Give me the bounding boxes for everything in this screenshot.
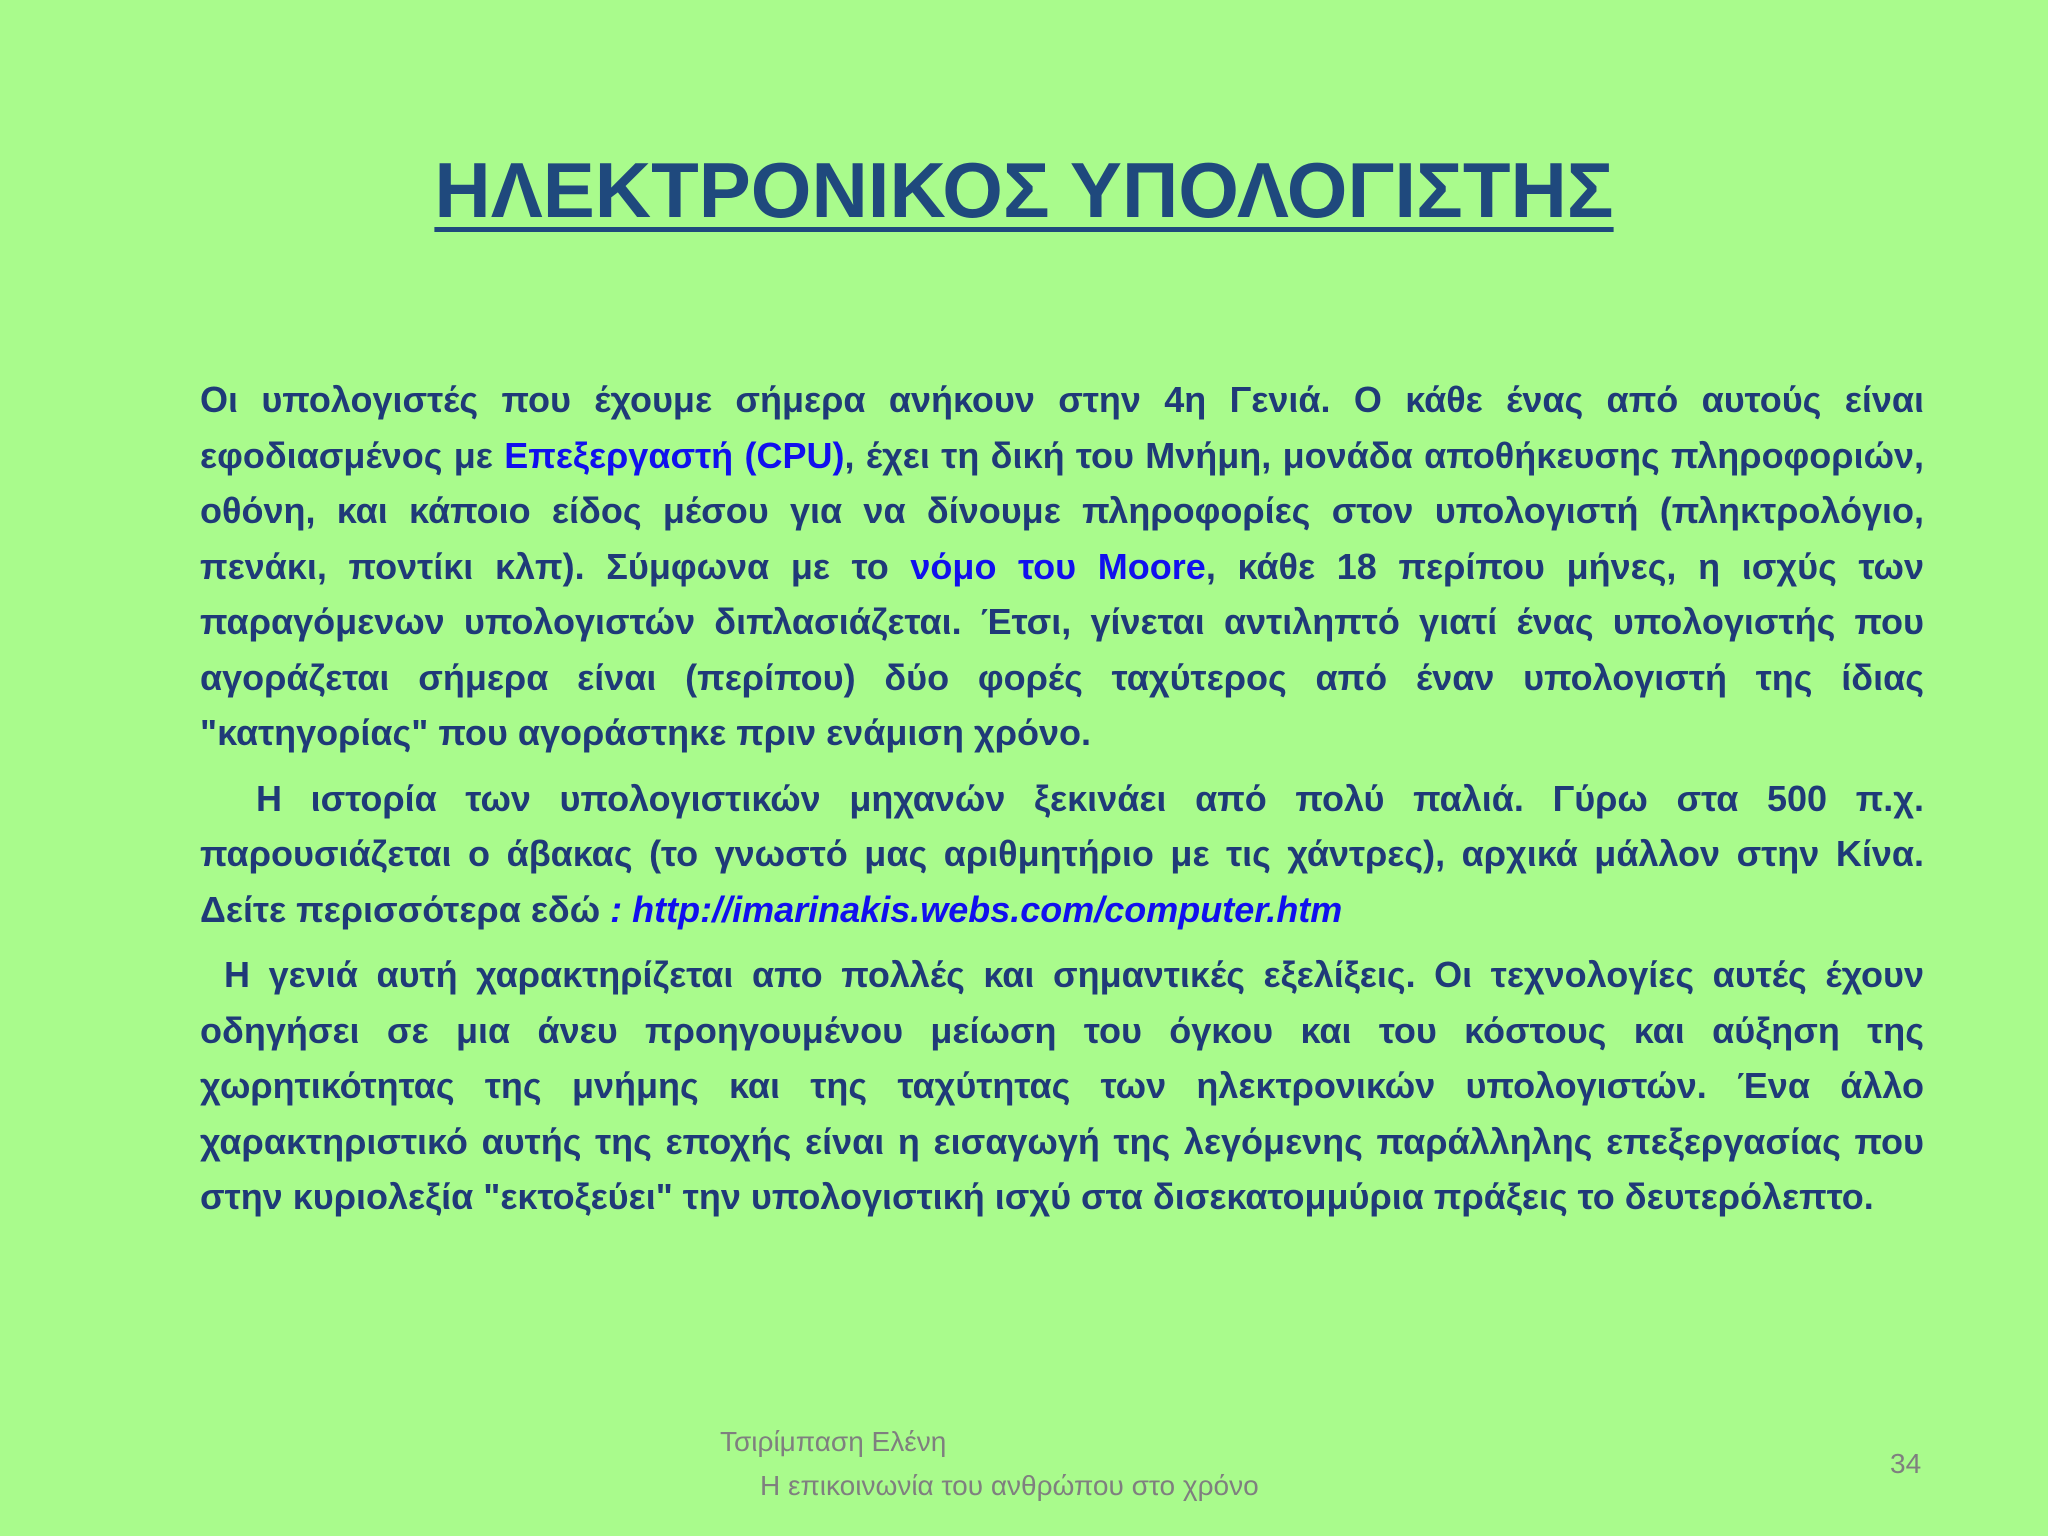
page-number: 34: [1890, 1448, 1922, 1479]
slide-title: [0, 148, 2048, 234]
paragraph-history: [200, 771, 1924, 938]
slide-title-text: ΗΛΕΚΤΡΟΝΙΚΟΣ ΥΠΟΛΟΓΙΣΤΗΣ: [434, 146, 1614, 234]
moore-law-term: νόμο του Moore: [910, 545, 1206, 587]
paragraph-1-text-c: , κάθε 18 περίπου μήνες, η ισχύς των παραγόμενων υπολογιστών διπλασιάζεται. Έτσι, γίνεται αντιληπτό γιατί ένας υπολογιστής που αγοράζεται σήμερα είναι (περίπου) δύο φορές ταχύτερος από έναν υπολογιστή της ίδιας "κατηγορίας" που αγοράστηκε πριν ενάμιση χρόνο.: [200, 545, 1924, 753]
paragraph-3-text: Η γενιά αυτή χαρακτηρίζεται απο πολλές και σημαντικές εξελίξεις. Οι τεχνολογίες αυτές έχουν οδηγήσει σε μια άνευ προηγουμένου μείωση του όγκου και του κόστους και αύξηση της χωρητικότητας της μνήμης και της ταχύτητας των ηλεκτρονικών υπολογιστών. Ένα άλλο χαρακτηριστικό αυτής της εποχής είναι η εισαγωγή της λεγόμενης παράλληλης επεξεργασίας που στην κυριολεξία "εκτοξεύει" την υπολογιστική ισχύ στα δισεκατομμύρια πράξεις το δευτερόλεπτο.: [200, 954, 1924, 1217]
paragraph-1-text-b: , έχει τη δική του Μνήμη, μονάδα αποθήκευσης πληροφοριών, οθόνη, και κάποιο είδος μέσου για να δίνουμε πληροφορίες στον υπολογιστή (πληκτρολόγιο, πενάκι, ποντίκι κλπ). Σύμφωνα με το: [200, 434, 1925, 587]
paragraph-2-text: Η ιστορία των υπολογιστικών μηχανών ξεκινάει από πολύ παλιά. Γύρω στα 500 π.χ. παρουσιάζεται ο άβακας (το γνωστό μας αριθμητήριο με τις χάντρες), αρχικά μάλλον στην Κίνα. Δείτε περισσότερα εδώ: [200, 777, 1924, 930]
cpu-term: Επεξεργαστή (CPU): [504, 434, 845, 476]
paragraph-1-text-a: Οι υπολογιστές που έχουμε σήμερα ανήκουν στην 4η Γενιά. Ο κάθε ένας από αυτούς είναι εφοδιασμένος με: [200, 379, 1924, 476]
footer-subtitle: Η επικοινωνία του ανθρώπου στο χρόνο: [760, 1470, 1259, 1501]
reference-link[interactable]: : http://imarinakis.webs.com/computer.htm: [610, 888, 1343, 930]
paragraph-fourth-generation: [200, 372, 1924, 761]
slide-body: [200, 372, 1924, 1225]
paragraph-developments: [200, 947, 1924, 1225]
footer-author: Τσιρίμπαση Ελένη: [720, 1426, 947, 1457]
